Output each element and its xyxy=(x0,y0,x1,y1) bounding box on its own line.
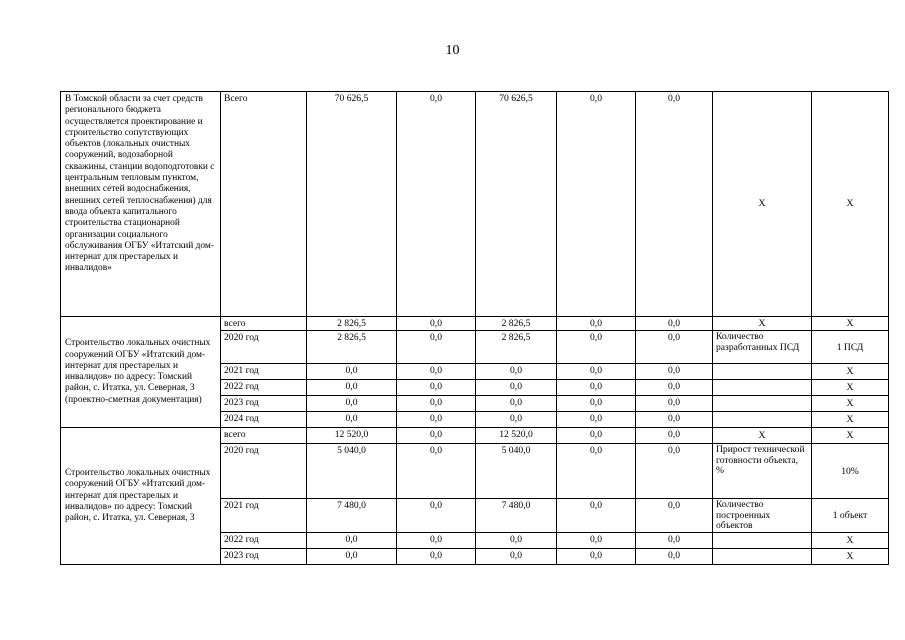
federal-budget-cell: 0,0 xyxy=(397,380,476,396)
regional-budget-cell: 0,0 xyxy=(476,380,557,396)
total-cell: 5 040,0 xyxy=(307,444,397,499)
indicator-value-cell: Х xyxy=(812,92,889,317)
regional-budget-cell: 0,0 xyxy=(476,549,557,565)
federal-budget-cell: 0,0 xyxy=(397,396,476,412)
federal-budget-cell: 0,0 xyxy=(397,364,476,380)
activity-description: Строительство локальных очистных сооружений ОГБУ «Итатский дом-интернат для престарелых и инвалидов» по адресу: Томский район, с. Итатка, ул. Северная, 3 xyxy=(61,428,221,565)
table-row xyxy=(61,92,889,317)
period-cell: Всего xyxy=(221,92,307,317)
local-budget-cell: 0,0 xyxy=(557,92,636,317)
activity-description: Строительство локальных очистных сооружений ОГБУ «Итатский дом-интернат для престарелых и инвалидов» по адресу: Томский район, с. Итатка, ул. Северная, 3 (проектно-сметная документация) xyxy=(61,317,221,428)
period-cell: 2020 год xyxy=(221,331,307,364)
total-cell: 7 480,0 xyxy=(307,499,397,533)
period-cell: 2024 год xyxy=(221,412,307,428)
table-row xyxy=(61,428,889,444)
local-budget-cell: 0,0 xyxy=(557,499,636,533)
federal-budget-cell: 0,0 xyxy=(397,412,476,428)
period-cell: 2023 год xyxy=(221,549,307,565)
other-sources-cell: 0,0 xyxy=(636,331,713,364)
indicator-value-cell: 10% xyxy=(812,444,889,499)
federal-budget-cell: 0,0 xyxy=(397,444,476,499)
regional-budget-cell: 2 826,5 xyxy=(476,317,557,331)
indicator-cell xyxy=(713,533,812,549)
total-cell: 0,0 xyxy=(307,380,397,396)
indicator-cell xyxy=(713,380,812,396)
regional-budget-cell: 0,0 xyxy=(476,412,557,428)
regional-budget-cell: 0,0 xyxy=(476,396,557,412)
other-sources-cell: 0,0 xyxy=(636,364,713,380)
activity-description: В Томской области за счет средств регионального бюджета осуществляется проектирование и строительство сопутствующих объектов (локальных очистных сооружений, водозаборной скважины, станции водоподготовки с центральным тепловым пунктом, внешних сетей водоснабжения, внешних сетей теплоснабжения) для ввода объекта капитального строительства стационарной организации социального обслуживания ОГБУ «Итатский дом-интернат для престарелых и инвалидов» xyxy=(61,92,221,317)
total-cell: 12 520,0 xyxy=(307,428,397,444)
period-cell: всего xyxy=(221,317,307,331)
indicator-cell: Прирост технической готовности объекта, % xyxy=(713,444,812,499)
indicator-value-cell: Х xyxy=(812,380,889,396)
indicator-cell xyxy=(713,412,812,428)
local-budget-cell: 0,0 xyxy=(557,317,636,331)
page-number: 10 xyxy=(445,43,460,58)
local-budget-cell: 0,0 xyxy=(557,444,636,499)
local-budget-cell: 0,0 xyxy=(557,533,636,549)
indicator-value-cell: Х xyxy=(812,549,889,565)
federal-budget-cell: 0,0 xyxy=(397,428,476,444)
indicator-cell xyxy=(713,549,812,565)
indicator-cell: Х xyxy=(713,428,812,444)
total-cell: 0,0 xyxy=(307,412,397,428)
regional-budget-cell: 2 826,5 xyxy=(476,331,557,364)
period-cell: 2021 год xyxy=(221,499,307,533)
indicator-cell: Количество разработанных ПСД xyxy=(713,331,812,364)
period-cell: всего xyxy=(221,428,307,444)
indicator-value-cell: Х xyxy=(812,396,889,412)
other-sources-cell: 0,0 xyxy=(636,317,713,331)
federal-budget-cell: 0,0 xyxy=(397,92,476,317)
regional-budget-cell: 5 040,0 xyxy=(476,444,557,499)
local-budget-cell: 0,0 xyxy=(557,549,636,565)
total-cell: 2 826,5 xyxy=(307,317,397,331)
federal-budget-cell: 0,0 xyxy=(397,499,476,533)
local-budget-cell: 0,0 xyxy=(557,380,636,396)
federal-budget-cell: 0,0 xyxy=(397,331,476,364)
regional-budget-cell: 0,0 xyxy=(476,533,557,549)
regional-budget-cell: 70 626,5 xyxy=(476,92,557,317)
indicator-value-cell: Х xyxy=(812,533,889,549)
indicator-cell xyxy=(713,396,812,412)
local-budget-cell: 0,0 xyxy=(557,428,636,444)
period-cell: 2020 год xyxy=(221,444,307,499)
other-sources-cell: 0,0 xyxy=(636,533,713,549)
total-cell: 70 626,5 xyxy=(307,92,397,317)
period-cell: 2022 год xyxy=(221,533,307,549)
period-cell: 2023 год xyxy=(221,396,307,412)
regional-budget-cell: 12 520,0 xyxy=(476,428,557,444)
federal-budget-cell: 0,0 xyxy=(397,533,476,549)
indicator-value-cell: 1 объект xyxy=(812,499,889,533)
local-budget-cell: 0,0 xyxy=(557,412,636,428)
indicator-cell: Х xyxy=(713,92,812,317)
other-sources-cell: 0,0 xyxy=(636,380,713,396)
regional-budget-cell: 0,0 xyxy=(476,364,557,380)
total-cell: 0,0 xyxy=(307,396,397,412)
other-sources-cell: 0,0 xyxy=(636,444,713,499)
other-sources-cell: 0,0 xyxy=(636,549,713,565)
total-cell: 0,0 xyxy=(307,533,397,549)
other-sources-cell: 0,0 xyxy=(636,92,713,317)
indicator-value-cell: Х xyxy=(812,364,889,380)
indicator-cell: Х xyxy=(713,317,812,331)
indicator-cell xyxy=(713,364,812,380)
federal-budget-cell: 0,0 xyxy=(397,549,476,565)
indicator-cell: Количество построенных объектов xyxy=(713,499,812,533)
indicator-value-cell: Х xyxy=(812,428,889,444)
other-sources-cell: 0,0 xyxy=(636,412,713,428)
indicator-value-cell: Х xyxy=(812,412,889,428)
period-cell: 2022 год xyxy=(221,380,307,396)
total-cell: 0,0 xyxy=(307,364,397,380)
other-sources-cell: 0,0 xyxy=(636,428,713,444)
budget-table xyxy=(60,91,889,565)
local-budget-cell: 0,0 xyxy=(557,396,636,412)
local-budget-cell: 0,0 xyxy=(557,364,636,380)
total-cell: 2 826,5 xyxy=(307,331,397,364)
local-budget-cell: 0,0 xyxy=(557,331,636,364)
regional-budget-cell: 7 480,0 xyxy=(476,499,557,533)
federal-budget-cell: 0,0 xyxy=(397,317,476,331)
total-cell: 0,0 xyxy=(307,549,397,565)
other-sources-cell: 0,0 xyxy=(636,499,713,533)
period-cell: 2021 год xyxy=(221,364,307,380)
other-sources-cell: 0,0 xyxy=(636,396,713,412)
table-row xyxy=(61,317,889,331)
indicator-value-cell: Х xyxy=(812,317,889,331)
indicator-value-cell: 1 ПСД xyxy=(812,331,889,364)
